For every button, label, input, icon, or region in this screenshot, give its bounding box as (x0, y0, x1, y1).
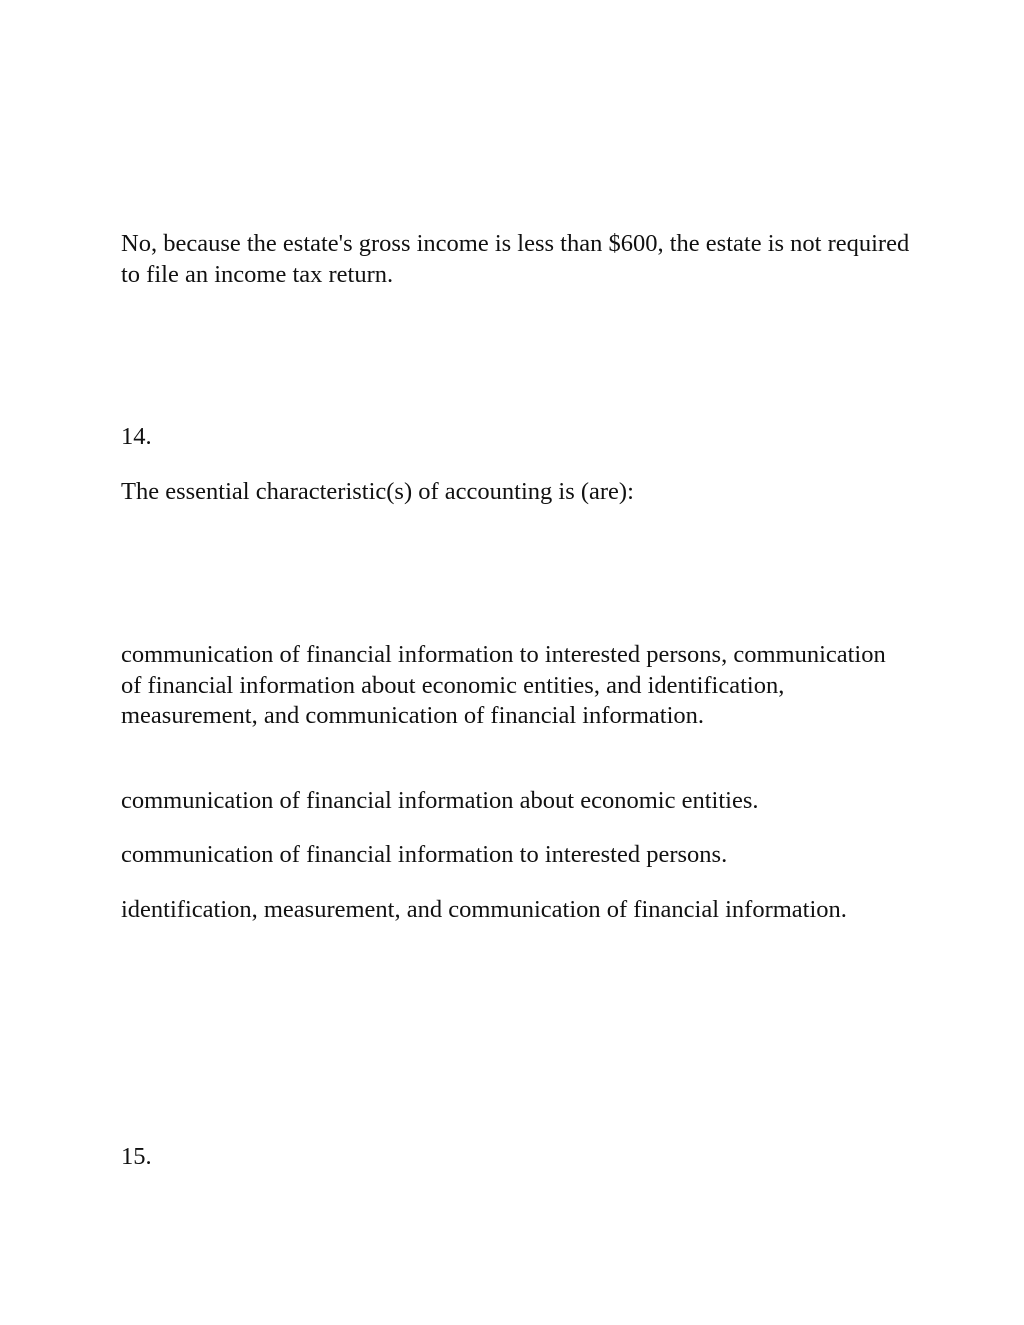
previous-answer-option: No, because the estate's gross income is less than $600, the estate is not required to file an income tax return. (121, 230, 910, 288)
question-14-option-3: communication of financial information to interested persons. (121, 841, 728, 868)
question-14-option-2: communication of financial information about economic entities. (121, 787, 759, 814)
question-14-option-1: communication of financial information to interested persons, communication of financial information about economic entities, and identification, measurement, and communication of financial information. (121, 641, 886, 729)
question-14-number: 14. (121, 423, 152, 450)
question-14-option-4: identification, measurement, and communication of financial information. (121, 896, 847, 923)
question-15-number: 15. (121, 1143, 152, 1170)
question-14-stem: The essential characteristic(s) of accounting is (are): (121, 478, 634, 505)
